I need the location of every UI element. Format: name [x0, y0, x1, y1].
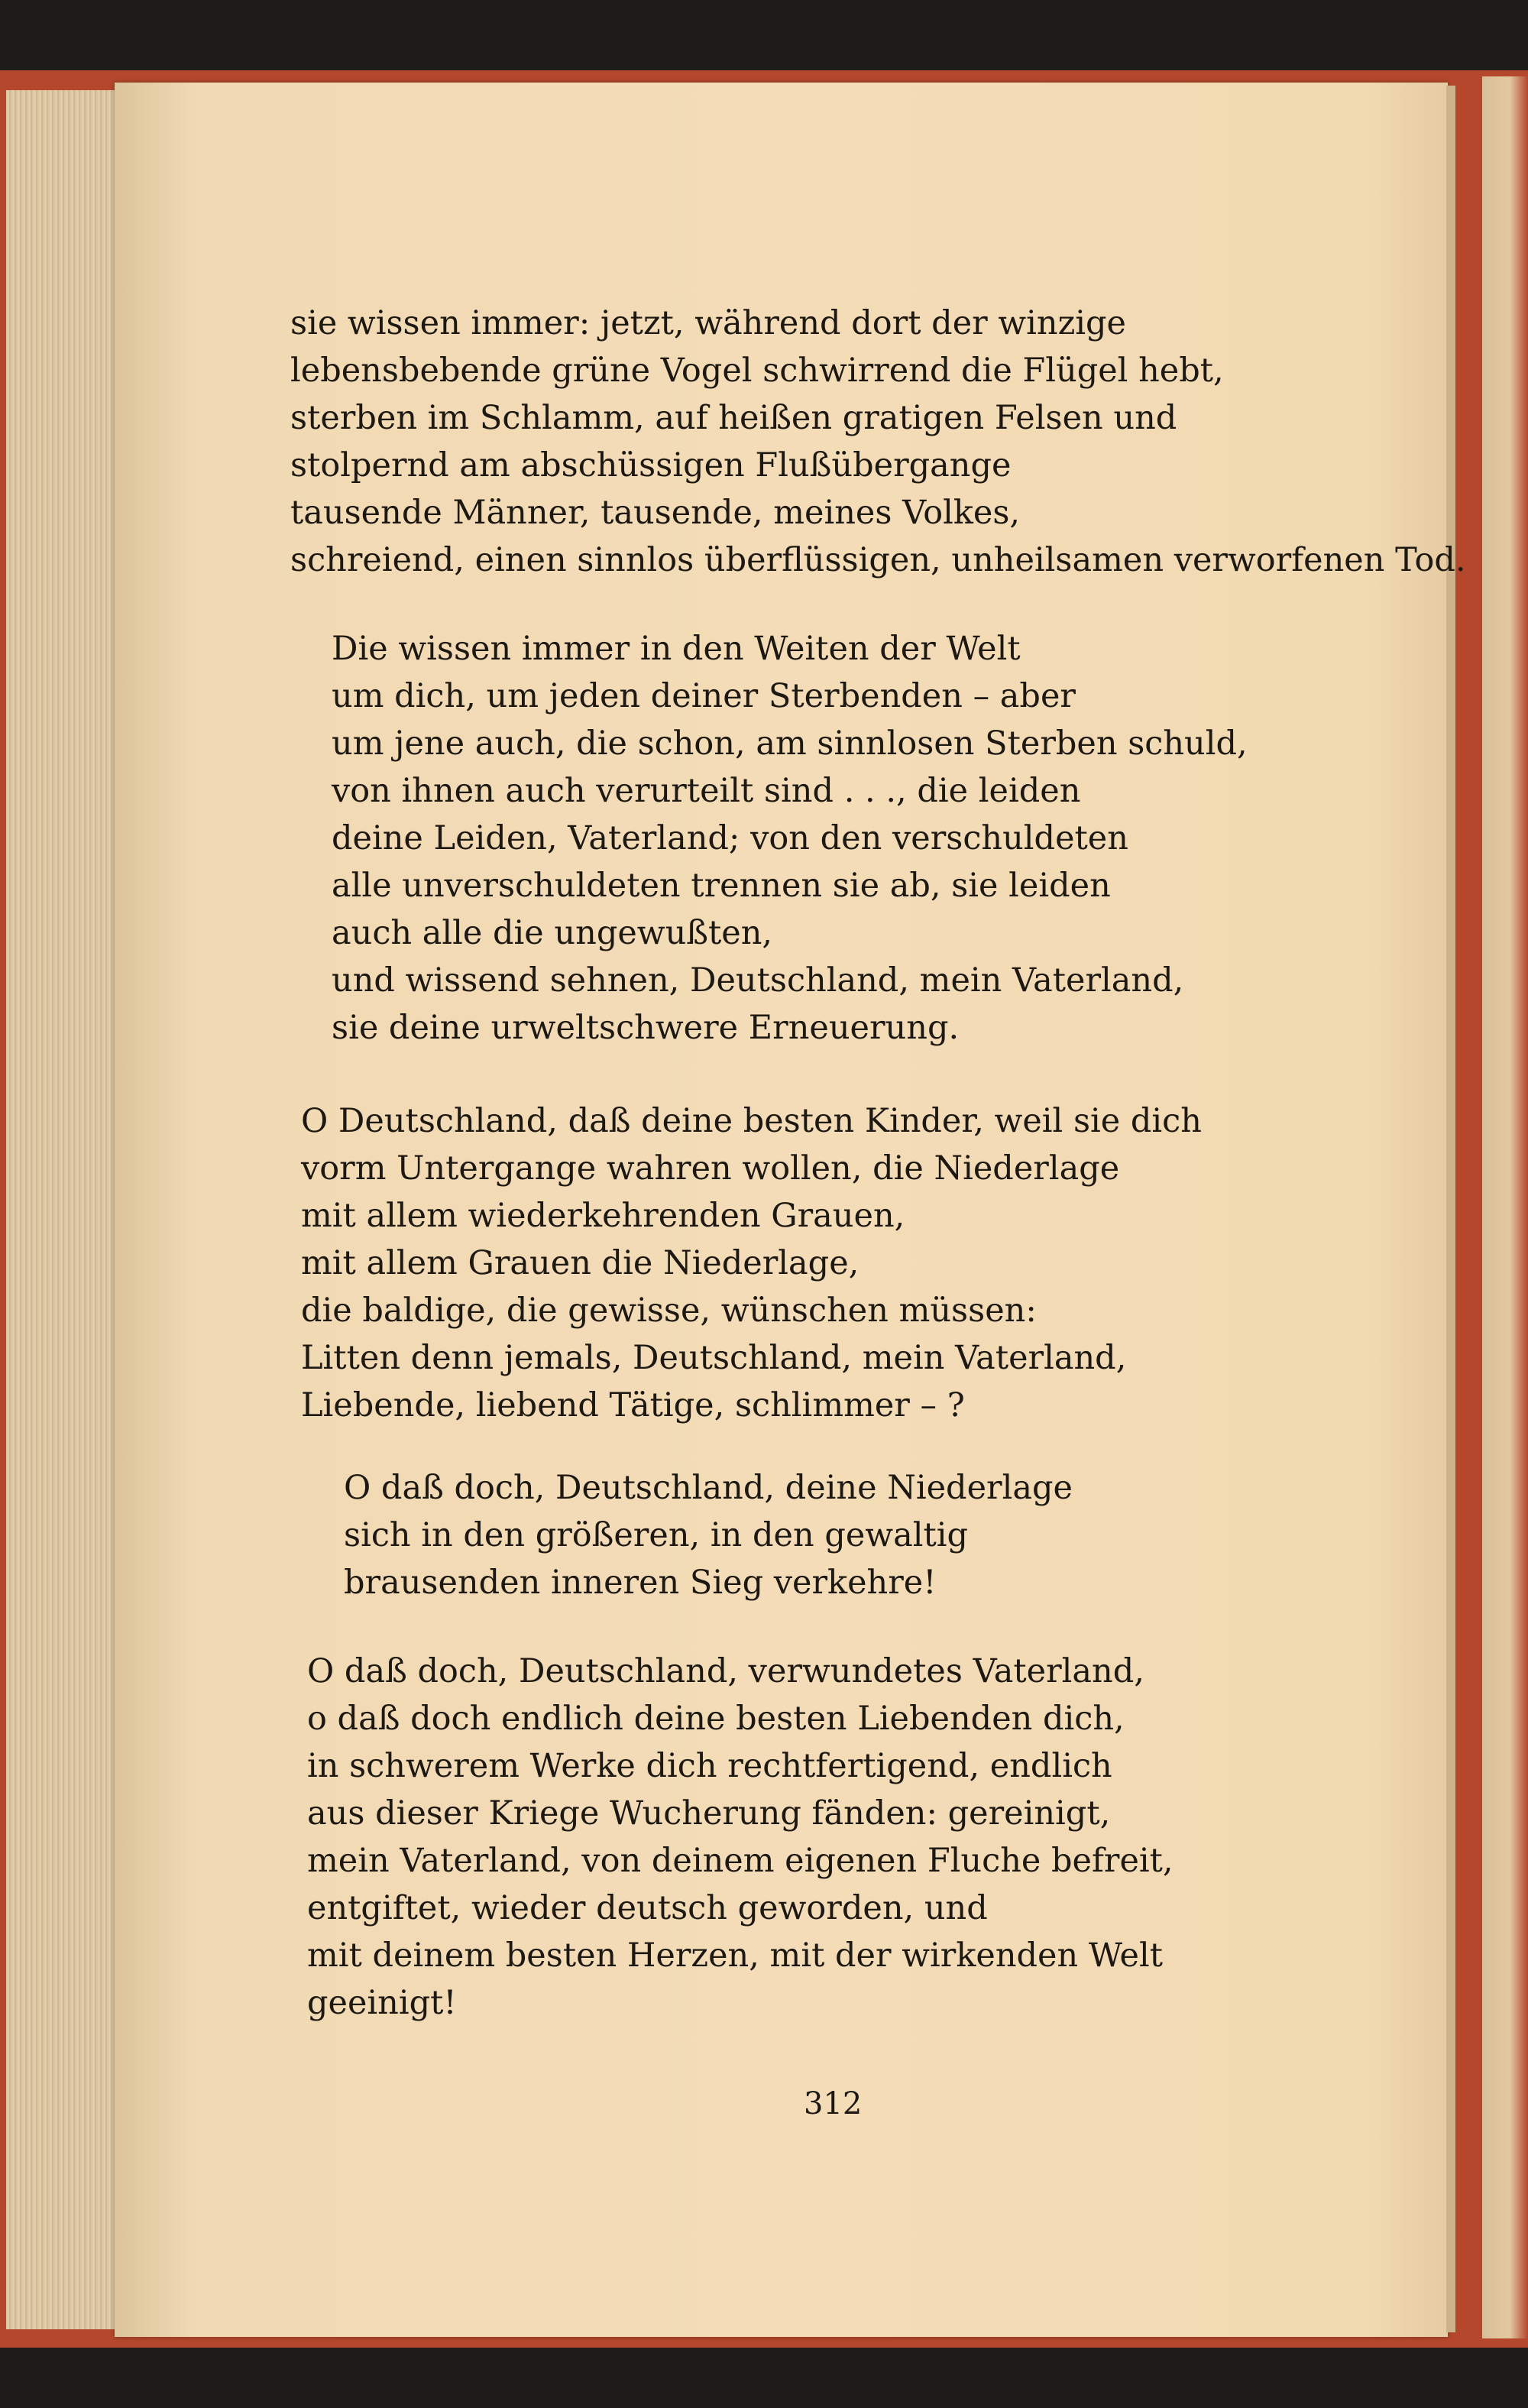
poem-line: geeinigt!	[307, 1984, 457, 2022]
poem-line: auch alle die ungewußten,	[332, 914, 773, 952]
poem-stanza	[290, 300, 1466, 584]
poem-stanza	[344, 1464, 1073, 1606]
poem-stanza	[332, 625, 1248, 1052]
poem-line: vorm Untergange wahren wollen, die Niederlage	[301, 1149, 1120, 1188]
poem-line: stolpernd am abschüssigen Flußübergange	[290, 446, 1012, 485]
poem-line: sterben im Schlamm, auf heißen gratigen Felsen und	[290, 399, 1177, 437]
page-number: 312	[804, 2086, 863, 2121]
poem-line: brausenden inneren Sieg verkehre!	[344, 1564, 937, 1602]
poem-line: entgiftet, wieder deutsch geworden, und	[307, 1889, 988, 1927]
poem-line: von ihnen auch verurteilt sind . . ., die leiden	[332, 772, 1081, 810]
poem-line: sie wissen immer: jetzt, während dort der winzige	[290, 304, 1127, 342]
poem-line: Litten denn jemals, Deutschland, mein Vaterland,	[301, 1339, 1127, 1377]
poem-line: Liebende, liebend Tätige, schlimmer – ?	[301, 1386, 965, 1424]
poem-line: deine Leiden, Vaterland; von den verschuldeten	[332, 819, 1128, 857]
poem-line: mit allem wiederkehrenden Grauen,	[301, 1197, 905, 1235]
poem-line: in schwerem Werke dich rechtfertigend, endlich	[307, 1747, 1112, 1785]
poem-line: tausende Männer, tausende, meines Volkes,	[290, 494, 1021, 532]
poem-line: aus dieser Kriege Wucherung fänden: gereinigt,	[307, 1794, 1111, 1833]
poem-line: sich in den größeren, in den gewaltig	[344, 1516, 969, 1554]
poem-line: um jene auch, die schon, am sinnlosen Sterben schuld,	[332, 724, 1248, 763]
poem-line: alle unverschuldeten trennen sie ab, sie leiden	[332, 867, 1111, 905]
poem-stanza	[307, 1648, 1174, 2027]
poem-line: O daß doch, Deutschland, verwundetes Vaterland,	[307, 1652, 1144, 1690]
poem-line: lebensbebende grüne Vogel schwirrend die Flügel hebt,	[290, 352, 1224, 390]
poem-line: o daß doch endlich deine besten Liebenden dich,	[307, 1700, 1125, 1738]
poem-stanza	[301, 1097, 1202, 1429]
poem-line: schreiend, einen sinnlos überflüssigen, unheilsamen verworfenen Tod.	[290, 541, 1466, 579]
poem-line: sie deine urweltschwere Erneuerung.	[332, 1009, 960, 1047]
poem-line: mit deinem besten Herzen, mit der wirkenden Welt	[307, 1936, 1164, 1975]
poem-line: mit allem Grauen die Niederlage,	[301, 1244, 860, 1282]
poem-line: O Deutschland, daß deine besten Kinder, weil sie dich	[301, 1102, 1202, 1140]
poem-line: und wissend sehnen, Deutschland, mein Vaterland,	[332, 961, 1184, 1000]
poem-line: mein Vaterland, von deinem eigenen Fluche befreit,	[307, 1842, 1174, 1880]
book-cover-right-edge	[1482, 76, 1528, 2338]
poem-line: O daß doch, Deutschland, deine Niederlage	[344, 1469, 1073, 1507]
poem-line: die baldige, die gewisse, wünschen müssen:	[301, 1292, 1037, 1330]
poem-line: Die wissen immer in den Weiten der Welt	[332, 630, 1021, 668]
poem-line: um dich, um jeden deiner Sterbenden – aber	[332, 677, 1076, 715]
